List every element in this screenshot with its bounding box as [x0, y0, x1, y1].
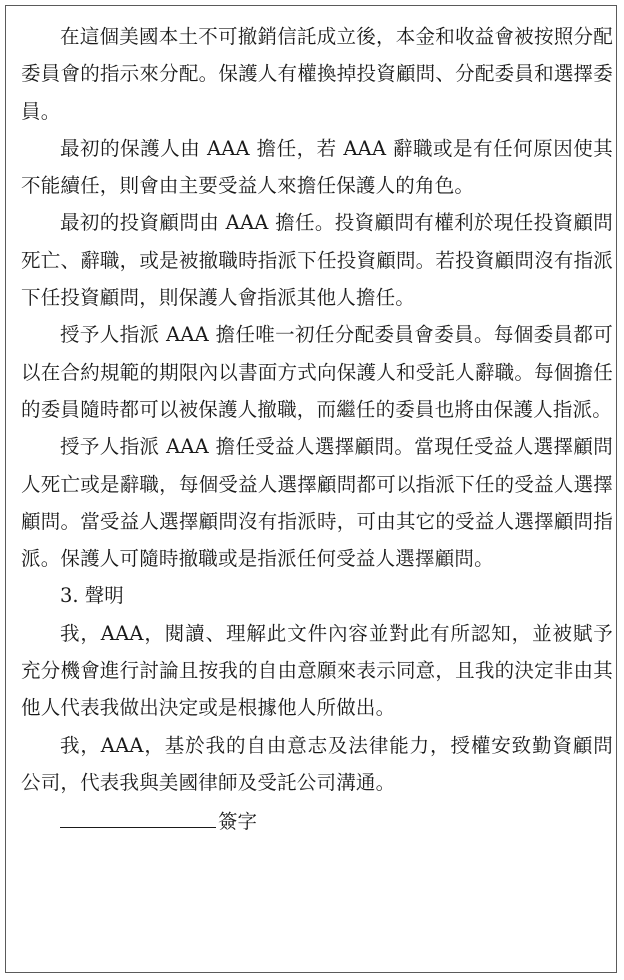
paragraph-investment-advisor: 最初的投資顧問由 AAA 擔任。投資顧問有權利於現任投資顧問死亡、辭職，或是被撤職時指派下任投資顧問。若投資顧問沒有指派下任投資顧問，則保護人會指派其他人擔任。 — [21, 211, 613, 310]
paragraph-trust-distribution: 在這個美國本土不可撤銷信託成立後，本金和收益會被按照分配委員會的指示來分配。保護人有權換掉投資顧問、分配委員和選擇委員。 — [21, 25, 613, 123]
paragraph-declaration-authorization: 我，AAA，基於我的自由意志及法律能力，授權安致勤資顧問公司，代表我與美國律師及受託公司溝通。 — [21, 733, 613, 794]
signature-label: 簽字 — [218, 810, 258, 834]
section-heading-declaration: 3. 聲明 — [60, 584, 124, 608]
signature-blank[interactable] — [60, 801, 216, 828]
paragraph-declaration-consent: 我，AAA，閱讀、理解此文件內容並對此有所認知，並被賦予充分機會進行討論且按我的自由意願來表示同意，且我的決定非由其他人代表我做出決定或是根據他人所做出。 — [21, 621, 613, 720]
document-page — [5, 5, 617, 973]
paragraph-distribution-committee: 授予人指派 AAA 擔任唯一初任分配委員會委員。每個委員都可以在合約規範的期限內以書面方式向保護人和受託人辭職。每個擔任的委員隨時都可以被保護人撤職，而繼任的委員也將由保護人指派。 — [21, 323, 613, 421]
document-body — [21, 18, 613, 841]
signature-line — [21, 801, 613, 840]
paragraph-beneficiary-advisor: 授予人指派 AAA 擔任受益人選擇顧問。當現任受益人選擇顧問人死亡或是辭職，每個受益人選擇顧問都可以指派下任的受益人選擇顧問。當受益人選擇顧問沒有指派時，可由其它的受益人選擇顧問指派。保護人可隨時撤職或是指派任何受益人選擇顧問。 — [21, 435, 613, 571]
paragraph-protector: 最初的保護人由 AAA 擔任，若 AAA 辭職或是有任何原因使其不能續任，則會由主要受益人來擔任保護人的角色。 — [21, 136, 613, 198]
